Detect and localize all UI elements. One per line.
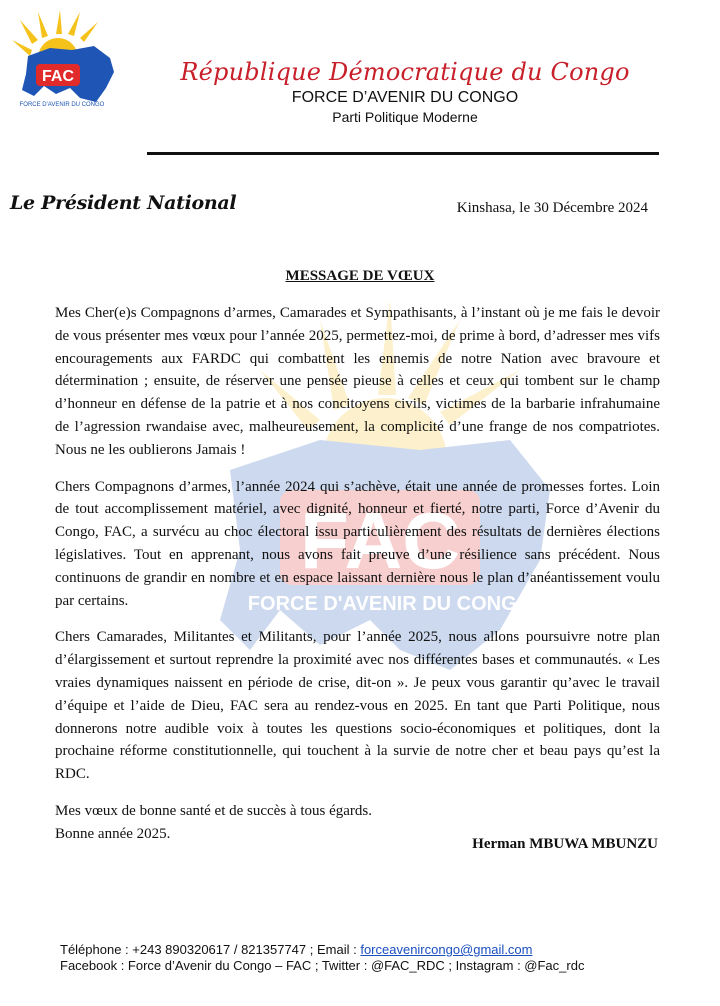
president-label: Le Président National — [10, 192, 237, 214]
watermark-slogan: FORCE D'AVENIR DU CONGO — [247, 593, 533, 615]
footer-phone: Téléphone : +243 890320617 / 821357747 ; Email : — [60, 942, 361, 957]
paragraph: Chers Camarades, Militantes et Militants, pour l’année 2025, nous allons poursuivre notre plan d’élargissement et surtout reprendre la proximité avec nos différentes bases et communautés. « Les vraies dynamiques naissent en période de crise, dit-on ». Je peux vous garantir qu’avec le travail d’équipe et l’aide de Dieu, FAC sera au rendez-vous en 2025. En tant que Parti Politique, nous donnerons notre audible voix à toutes les questions socio-économiques et politiques, dont la prochaine réforme constitutionnelle, qui touchent à la survie de notre cher et beau pays qu’est la RDC. — [55, 629, 660, 783]
party-subtitle: Parti Politique Moderne — [332, 109, 478, 125]
logo-slogan: FORCE D'AVENIR DU CONGO — [19, 102, 105, 108]
letter-date: Kinshasa, le 30 Décembre 2024 — [456, 200, 648, 216]
logo-text: FAC — [42, 68, 74, 85]
signature-name: Herman MBUWA MBUNZU — [472, 836, 658, 852]
party-name: FORCE D’AVENIR DU CONGO — [291, 89, 519, 106]
closing-new-year: Bonne année 2025. — [55, 825, 171, 842]
watermark-text: FAC — [300, 496, 460, 585]
email-link[interactable]: forceavenircongo@gmail.com — [360, 942, 533, 957]
paragraph: Chers Compagnons d’armes, l’année 2024 qui s’achève, était une année de promesses fortes. Loin de tout accomplissement matériel, avec dignité, honneur et fierté, notre parti, Force d’Avenir du Congo, FAC, a survécu au choc électoral issu particulièrement des résultats de dernières élections législatives. Tout en apprenant, nous avons fait preuve d’une résilience sans précédent. Nous continuons de grandir en nombre et en espace laissant dernière nous le plan d’anéantissement voulu par certains. — [55, 478, 660, 609]
header-divider — [147, 152, 659, 155]
closing-wishes: Mes vœux de bonne santé et de succès à tous égards. — [55, 802, 372, 819]
letterhead — [150, 58, 660, 126]
footer-contact — [60, 942, 700, 958]
message-title: MESSAGE DE VŒUX — [285, 268, 435, 284]
fac-logo — [10, 10, 130, 110]
footer-social: Facebook : Force d’Avenir du Congo – FAC ; Twitter : @FAC_RDC ; Instagram : @Fac_rdc — [60, 958, 585, 973]
letter-body — [55, 302, 660, 846]
country-name: République Démocratique du Congo — [180, 58, 630, 86]
footer — [60, 942, 700, 974]
paragraph: Mes Cher(e)s Compagnons d’armes, Camarades et Sympathisants, à l’instant où je me fais le devoir de vous présenter mes vœux pour l’année 2025, permettez-moi, de prime à bord, d’adresser mes vifs encouragements aux FARDC qui combattent les ennemis de notre Nation avec bravoure et détermination ; ensuite, de réserver une pensée pieuse à celles et ceux qui tombent sur le champ d’honneur en défense de la patrie et à nos concitoyens civils, victimes de la barbarie infrahumaine de l’agression rwandaise avec, malheureusement, la complicité d’une frange de nos compatriotes. Nous ne les oublierons Jamais ! — [55, 305, 660, 458]
